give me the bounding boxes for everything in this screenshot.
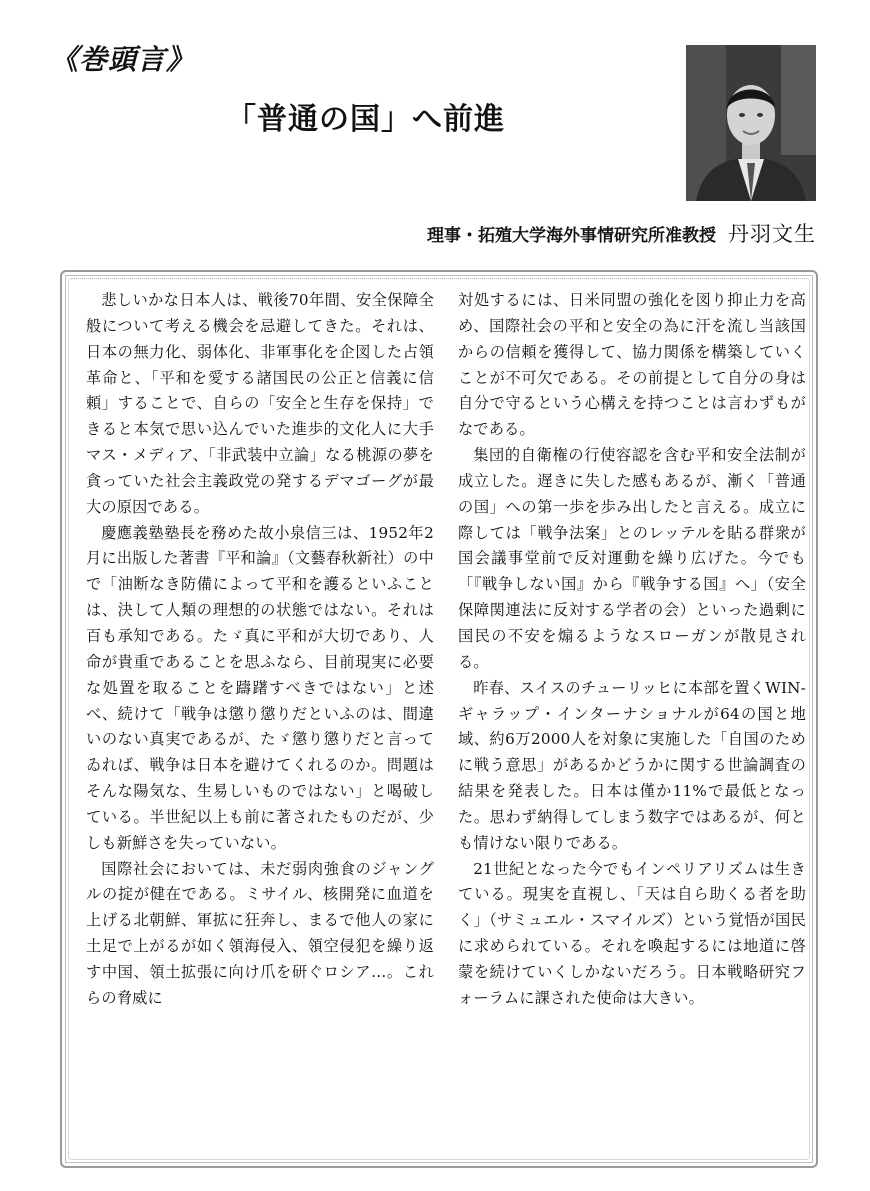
author-name: 丹羽文生 [728, 222, 816, 246]
paragraph: 21世紀となった今でもインペリアリズムは生きている。現実を直視し、「天は自ら助くる者を助く」（サミュエル・スマイルズ）という覚悟が国民に求められている。それを喚起するには地道に啓蒙を続けていくしかないだろう。日本戦略研究フォーラムに課された使命は大きい。 [458, 859, 806, 1007]
section-label: 《巻頭言》 [50, 43, 196, 76]
paragraph: 集団的自衛権の行使容認を含む平和安全法制が成立した。遅きに失した感もあるが、漸く「普通の国」への第一歩を歩み出したと言える。成立に際しては「戦争法案」とのレッテルを貼る群衆が国会議事堂前で反対運動を繰り広げた。今でも「『戦争しない国』から『戦争する国』へ」（安全保障関連法に反対する学者の会）といった過剰に国民の不安を煽るようなスローガンが散見される。 [458, 446, 806, 671]
page-title: 「普通の国」へ前進 [226, 102, 505, 137]
paragraph: 対処するには、日米同盟の強化を図り抑止力を高め、国際社会の平和と安全の為に汗を流し当該国からの信頼を獲得して、協力関係を構築していくことが不可欠である。その前提として自分の身は自分で守るという心構えを持つことは言わずもがなである。 [458, 291, 806, 439]
author-portrait [686, 45, 816, 201]
author-affiliation: 理事・拓殖大学海外事情研究所准教授 [427, 226, 716, 246]
paragraph: 悲しいかな日本人は、戦後70年間、安全保障全般について考える機会を忌避してきた。それは、日本の無力化、弱体化、非軍事化を企図した占領革命と、「平和を愛する諸国民の公正と信義に信頼」することで、自らの「安全と生存を保持」できると本気で思い込んでいた進歩的文化人に大手マス・メディア、「非武装中立論」なる桃源の夢を貪っていた社会主義政党の発するデマゴーグが最大の原因である。 [86, 291, 434, 516]
paragraph: 昨春、スイスのチューリッヒに本部を置くWIN-ギャラップ・インターナショナルが64の国と地域、約6万2000人を対象に実施した「自国のために戦う意思」があるかどうかに関する世論調査の結果を発表した。日本は僅か11%で最低となった。思わず納得してしまう数字ではあるが、何とも情けない限りである。 [458, 678, 806, 852]
author-portrait-icon [686, 45, 816, 201]
right-column [458, 288, 806, 1012]
paragraph: 慶應義塾塾長を務めた故小泉信三は、1952年2月に出版した著書『平和論』（文藝春秋新社）の中で「油断なき防備によって平和を護るといふことは、決して人類の理想的の状態ではない。それは百も承知である。たゞ真に平和が大切であり、人命が貴重であることを思ふなら、目前現実に必要な処置を取ることを躊躇すべきではない」と述べ、続けて「戦争は懲り懲りだといふのは、間違いのない真実であるが、たゞ懲り懲りだと言ってゐれば、戦争は日本を避けてくれるのか。問題はそんな陽気な、生易しいものではない」と喝破している。半世紀以上も前に著されたものだが、少しも新鮮さを失っていない。 [86, 523, 434, 852]
left-column [86, 288, 434, 1012]
paragraph: 国際社会においては、未だ弱肉強食のジャングルの掟が健在である。ミサイル、核開発に血道を上げる北朝鮮、軍拡に狂奔し、まるで他人の家に土足で上がるが如く領海侵入、領空侵犯を繰り返す中国、領土拡張に向け爪を研ぐロシア…。これらの脅威に [86, 859, 434, 1007]
byline [427, 218, 816, 248]
